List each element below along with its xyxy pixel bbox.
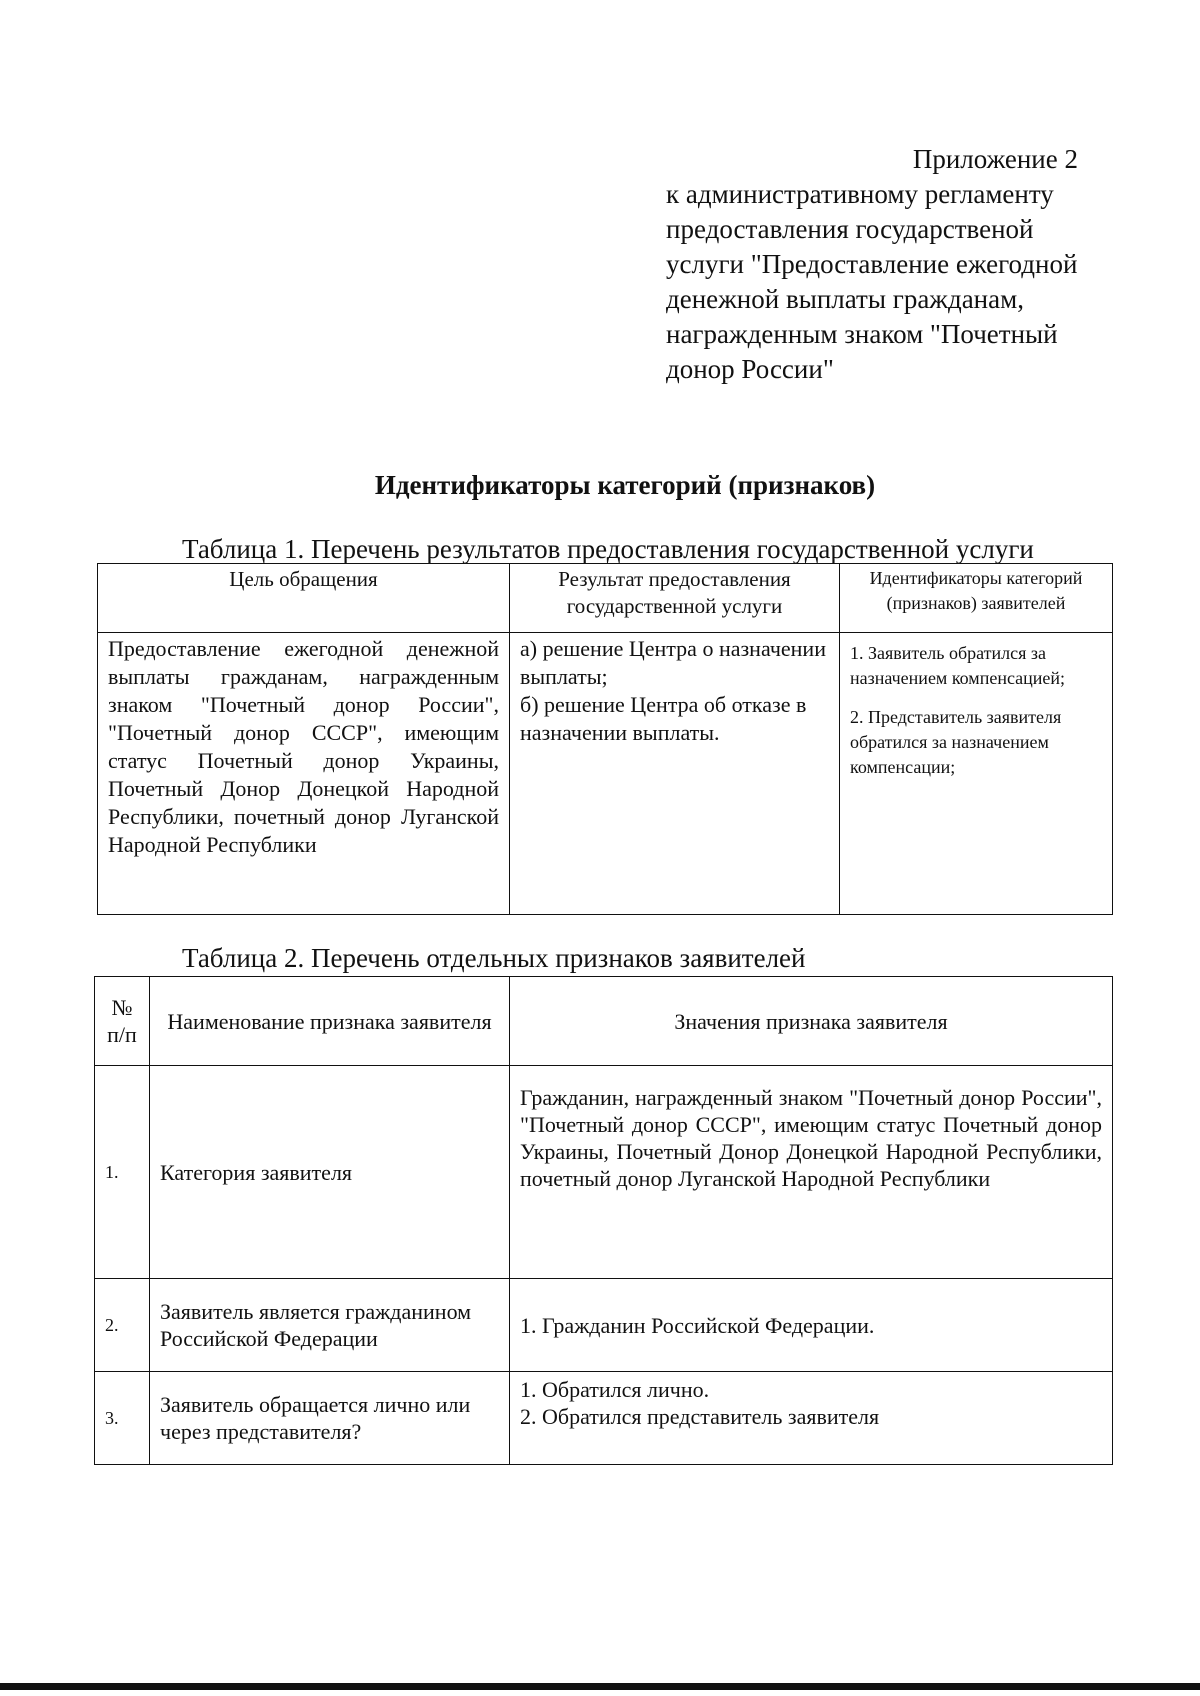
feature-value: Гражданин, награжденный знаком "Почетный донор России", "Почетный донор СССР", имеющим статус Почетный донор Украины, Почетный Донор Донецкой Народной Республики, почетный донор Луганской Народной Республики <box>510 1066 1113 1279</box>
table-row <box>98 633 1113 915</box>
appendix-line: предоставления государственой <box>666 214 1034 244</box>
scan-edge-bar <box>0 1683 1200 1690</box>
purpose-text: Предоставление ежегодной денежной выплаты гражданам, награжденным знаком "Почетный донор России", "Почетный донор СССР", имеющим статус Почетный донор Украины, Почетный Донор Донецкой Народной Республики, почетный донор Луганской <box>108 636 499 829</box>
identifier-cell <box>840 633 1113 915</box>
appendix-line: награжденным знаком "Почетный <box>666 319 1058 349</box>
identifier-item: 1. Заявитель обратился за назначением компенсацией; <box>850 643 1066 688</box>
row-number: 3. <box>95 1372 150 1465</box>
table2-caption: Таблица 2. Перечень отдельных признаков заявителей <box>182 943 806 973</box>
table-row <box>95 1372 1113 1465</box>
appendix-line: денежной выплаты гражданам, <box>666 284 1024 314</box>
appendix-line: донор России" <box>666 354 834 384</box>
row-number: 1. <box>95 1066 150 1279</box>
feature-value: 2. Обратился представитель заявителя <box>520 1404 880 1429</box>
purpose-cell <box>98 633 510 915</box>
result-cell <box>510 633 840 915</box>
feature-name: Заявитель является гражданином Российской Федерации <box>150 1279 510 1372</box>
header-cell: Цель обращения <box>98 564 510 633</box>
results-table <box>97 563 1113 915</box>
table-row <box>95 1279 1113 1372</box>
feature-value: 1. Гражданин Российской Федерации. <box>510 1279 1113 1372</box>
appendix-block <box>666 142 1126 387</box>
table-header-row <box>95 977 1113 1066</box>
header-cell: Значения признака заявителя <box>510 977 1113 1066</box>
document-title: Идентификаторы категорий (признаков) <box>374 470 876 500</box>
result-item: б) решение Центра об отказе в назначении выплаты. <box>520 692 807 745</box>
appendix-line: услуги "Предоставление ежегодной <box>666 249 1078 279</box>
table-row <box>95 1066 1113 1279</box>
appendix-line: к административному регламенту <box>666 179 1054 209</box>
header-cell: № п/п <box>95 977 150 1066</box>
header-cell: Наименование признака заявителя <box>150 977 510 1066</box>
feature-name: Заявитель обращается лично или через представителя? <box>150 1372 510 1465</box>
identifier-item: 2. Представитель заявителя обратился за назначением компенсации; <box>850 707 1062 777</box>
table1-caption: Таблица 1. Перечень результатов предоставления государственной услуги <box>182 534 1034 564</box>
header-cell: Результат предоставления государственной услуги <box>510 564 840 633</box>
appendix-number: Приложение 2 <box>912 144 1078 174</box>
feature-value: 1. Обратился лично. <box>520 1377 710 1402</box>
feature-value-list <box>510 1372 1113 1465</box>
purpose-text-last: Народной Республики <box>108 832 317 857</box>
feature-name: Категория заявителя <box>150 1066 510 1279</box>
row-number: 2. <box>95 1279 150 1372</box>
result-item: а) решение Центра о назначении выплаты; <box>520 636 826 689</box>
table-header-row <box>98 564 1113 633</box>
header-cell: Идентификаторы категорий (признаков) заявителей <box>840 564 1113 633</box>
applicant-features-table <box>94 976 1113 1465</box>
